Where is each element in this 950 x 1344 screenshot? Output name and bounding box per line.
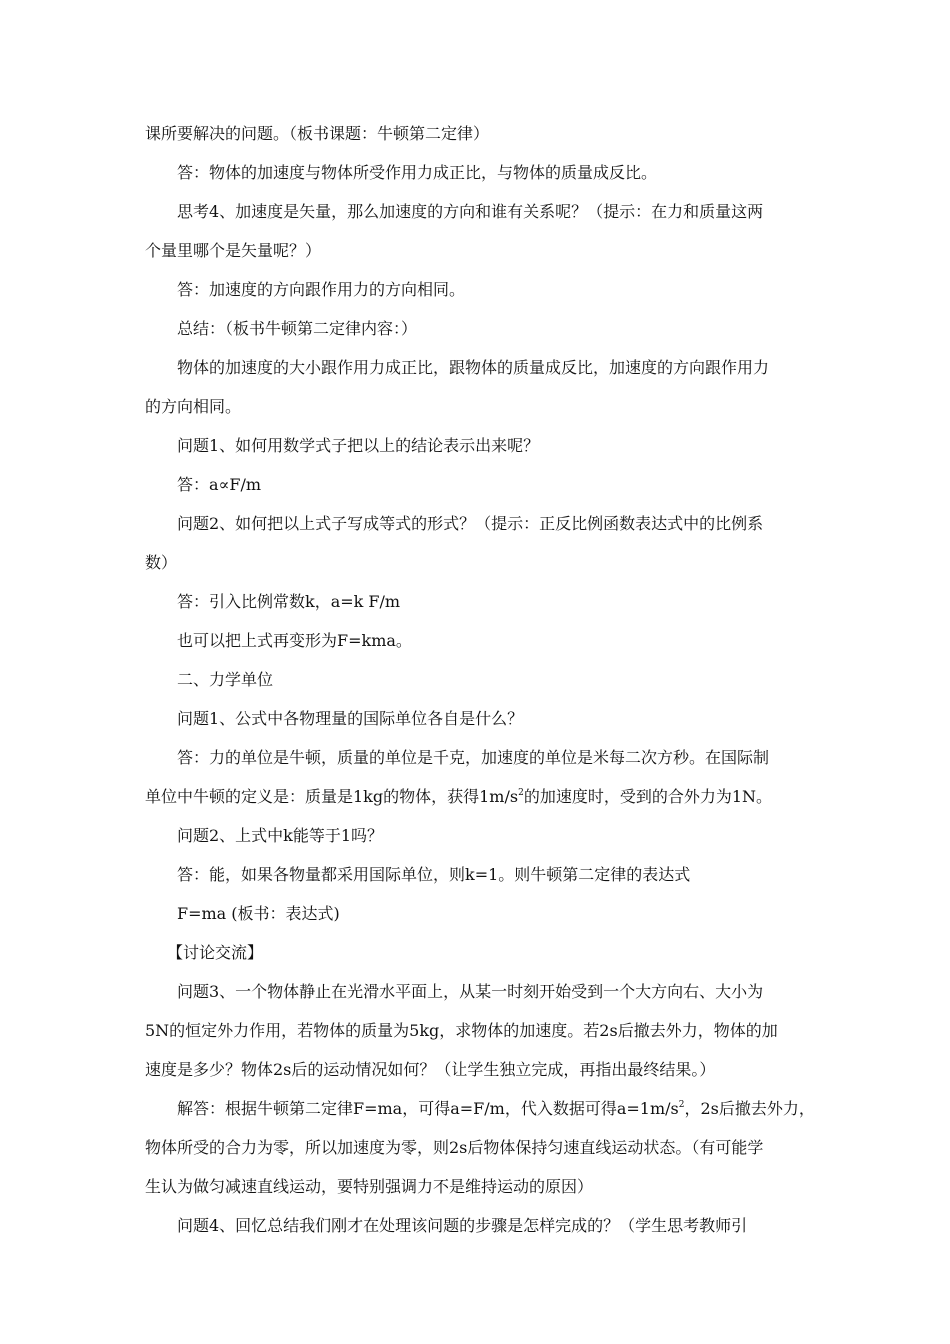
text-line: F=ma (板书：表达式) [177, 904, 340, 923]
text-segment: ，2s后撤去外力， [684, 1099, 815, 1118]
text-line: 答：力的单位是牛顿，质量的单位是千克，加速度的单位是米每二次方秒。在国际制 [177, 748, 770, 767]
text-segment: 单位中牛顿的定义是：质量是1kg的物体，获得1m/s [145, 787, 519, 806]
text-line: 个量里哪个是矢量呢？） [145, 241, 322, 260]
text-line: 5N的恒定外力作用，若物体的质量为5kg，求物体的加速度。若2s后撤去外力，物体的加 [145, 1021, 778, 1040]
superscript: 2 [518, 787, 524, 798]
text-line [145, 787, 772, 807]
text-line: 的方向相同。 [145, 397, 242, 416]
text-line: 问题1、如何用数学式子把以上的结论表示出来呢？ [177, 436, 540, 455]
superscript: 2 [678, 1099, 685, 1110]
text-line: 问题2、如何把以上式子写成等式的形式？（提示：正反比例函数表达式中的比例系 [177, 514, 764, 533]
text-line: 物体所受的合力为零，所以加速度为零，则2s后物体保持匀速直线运动状态。（有可能学 [145, 1138, 764, 1157]
text-line: 答：a∝F/m [177, 475, 262, 494]
text-line: 答：物体的加速度与物体所受作用力成正比，与物体的质量成反比。 [177, 163, 658, 182]
text-line: 问题1、公式中各物理量的国际单位各自是什么？ [177, 709, 524, 728]
text-line: 速度是多少？物体2s后的运动情况如何？（让学生独立完成，再指出最终结果。） [145, 1060, 716, 1079]
text-segment: 解答：根据牛顿第二定律F=ma，可得a=F/m，代入数据可得a=1m/s [177, 1099, 679, 1118]
text-line: 生认为做匀减速直线运动，要特别强调力不是维持运动的原因） [145, 1177, 594, 1196]
text-line: 数） [145, 553, 178, 572]
text-segment: 的加速度时，受到的合外力为1N。 [523, 787, 772, 806]
text-line: 也可以把上式再变形为F=kma。 [177, 631, 412, 650]
text-line: 物体的加速度的大小跟作用力成正比，跟物体的质量成反比，加速度的方向跟作用力 [177, 358, 770, 377]
text-line: 问题2、上式中k能等于1吗？ [177, 826, 384, 845]
text-line: 总结：（板书牛顿第二定律内容：） [177, 319, 418, 338]
text-line [177, 1099, 815, 1119]
section-heading: 二、力学单位 [177, 670, 274, 689]
text-line: 问题3、一个物体静止在光滑水平面上，从某一时刻开始受到一个大方向右、大小为 [177, 982, 764, 1001]
text-line: 答：加速度的方向跟作用力的方向相同。 [177, 280, 466, 299]
text-line: 答：引入比例常数k，a=k F/m [177, 592, 401, 611]
text-line: 问题4、回忆总结我们刚才在处理该问题的步骤是怎样完成的？（学生思考教师引 [177, 1216, 748, 1235]
section-heading: 【讨论交流】 [167, 943, 264, 962]
text-line: 答：能，如果各物量都采用国际单位，则k=1。则牛顿第二定律的表达式 [177, 865, 691, 884]
text-line: 课所要解决的问题。（板书课题：牛顿第二定律） [145, 124, 490, 143]
text-line: 思考4、加速度是矢量，那么加速度的方向和谁有关系呢？（提示：在力和质量这两 [177, 202, 764, 221]
